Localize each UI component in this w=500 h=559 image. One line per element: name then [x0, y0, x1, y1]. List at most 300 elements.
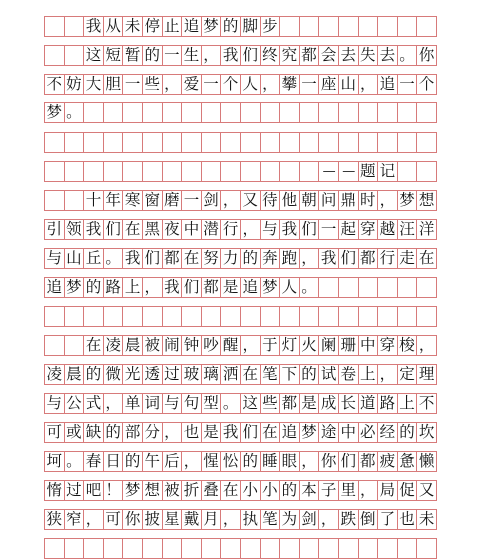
grid-cell: 追	[279, 422, 300, 443]
grid-cell: 这	[83, 45, 104, 66]
grid-cell: 也	[181, 422, 202, 443]
grid-cell	[358, 538, 379, 559]
grid-cell: 我	[318, 248, 339, 269]
grid-cell: 都	[358, 248, 379, 269]
grid-cell	[103, 306, 124, 327]
grid-cell: 道	[358, 393, 379, 414]
grid-cell: 短	[103, 45, 124, 66]
grid-cell	[64, 538, 85, 559]
grid-cell: 们	[103, 219, 124, 240]
grid-cell: 你	[122, 509, 143, 530]
grid-row	[44, 248, 436, 269]
grid-cell: 起	[338, 219, 359, 240]
grid-cell	[220, 538, 241, 559]
grid-cell: 走	[397, 248, 418, 269]
grid-cell: ，	[358, 480, 379, 501]
grid-cell: 型	[201, 393, 222, 414]
grid-cell: 我	[83, 16, 104, 37]
grid-cell: 的	[397, 422, 418, 443]
grid-cell: 丘	[83, 248, 104, 269]
grid-cell	[397, 306, 418, 327]
grid-cell: 的	[240, 451, 261, 472]
grid-cell: 忪	[220, 451, 241, 472]
grid-cell: 眼	[279, 451, 300, 472]
grid-cell: 下	[279, 364, 300, 385]
grid-cell	[416, 161, 437, 182]
grid-cell: 问	[318, 190, 339, 211]
grid-cell: 失	[358, 45, 379, 66]
grid-cell: 追	[181, 16, 202, 37]
grid-cell	[397, 538, 418, 559]
grid-cell: 究	[279, 45, 300, 66]
grid-cell: 潜	[201, 219, 222, 240]
grid-cell	[318, 102, 339, 123]
grid-cell: 一	[201, 74, 222, 95]
grid-cell: 穿	[358, 219, 379, 240]
grid-cell: 不	[416, 393, 437, 414]
grid-cell: 分	[142, 422, 163, 443]
grid-cell: 一	[318, 219, 339, 240]
grid-cell: 上	[122, 277, 143, 298]
grid-row	[44, 102, 436, 123]
grid-cell: 路	[103, 277, 124, 298]
grid-cell: 力	[220, 248, 241, 269]
grid-cell: 折	[181, 480, 202, 501]
grid-cell	[338, 132, 359, 153]
grid-cell: 我	[122, 248, 143, 269]
grid-cell: 们	[240, 45, 261, 66]
grid-cell: 剑	[299, 509, 320, 530]
grid-cell: 磨	[162, 190, 183, 211]
grid-cell	[377, 102, 398, 123]
grid-cell: 些	[260, 393, 281, 414]
grid-cell: 上	[397, 393, 418, 414]
grid-cell: 。	[64, 102, 85, 123]
grid-cell	[44, 132, 65, 153]
grid-cell	[122, 161, 143, 182]
grid-cell	[83, 161, 104, 182]
grid-cell: 我	[83, 219, 104, 240]
grid-cell: 的	[122, 451, 143, 472]
grid-cell	[260, 132, 281, 153]
grid-cell: 坷	[44, 451, 65, 472]
grid-cell	[416, 16, 437, 37]
grid-cell	[122, 538, 143, 559]
grid-cell: 未	[122, 16, 143, 37]
grid-cell: 暂	[122, 45, 143, 66]
grid-cell: 的	[142, 45, 163, 66]
grid-cell: 晨	[122, 335, 143, 356]
grid-cell	[377, 277, 398, 298]
grid-cell: 些	[142, 74, 163, 95]
grid-cell: 奔	[260, 248, 281, 269]
grid-cell	[83, 132, 104, 153]
grid-cell	[377, 306, 398, 327]
grid-cell: 步	[260, 16, 281, 37]
grid-cell	[162, 102, 183, 123]
grid-cell: 与	[260, 219, 281, 240]
grid-cell: 穿	[377, 335, 398, 356]
grid-cell: 黑	[142, 219, 163, 240]
grid-cell: 都	[201, 277, 222, 298]
grid-cell: 。	[220, 393, 241, 414]
grid-cell	[162, 132, 183, 153]
grid-cell	[220, 102, 241, 123]
grid-cell: ，	[142, 277, 163, 298]
grid-cell	[44, 306, 65, 327]
grid-cell	[416, 132, 437, 153]
grid-cell: 他	[279, 190, 300, 211]
grid-cell: 领	[64, 219, 85, 240]
grid-cell	[299, 538, 320, 559]
grid-cell: 春	[83, 451, 104, 472]
grid-cell: 个	[220, 74, 241, 95]
grid-cell: 们	[299, 219, 320, 240]
grid-cell: 。	[299, 277, 320, 298]
grid-cell	[181, 132, 202, 153]
grid-cell	[201, 538, 222, 559]
grid-cell	[122, 132, 143, 153]
grid-cell	[162, 306, 183, 327]
grid-cell	[397, 16, 418, 37]
grid-cell: 寒	[122, 190, 143, 211]
grid-cell	[44, 335, 65, 356]
grid-cell: 这	[240, 393, 261, 414]
grid-cell	[122, 306, 143, 327]
grid-cell: 行	[220, 219, 241, 240]
grid-cell: 去	[377, 45, 398, 66]
grid-cell: 我	[162, 277, 183, 298]
grid-cell: 座	[318, 74, 339, 95]
grid-cell: 小	[240, 480, 261, 501]
grid-cell: 式	[83, 393, 104, 414]
grid-cell: 被	[162, 480, 183, 501]
grid-cell: 夜	[162, 219, 183, 240]
grid-cell	[338, 306, 359, 327]
grid-cell	[397, 132, 418, 153]
grid-row	[44, 190, 436, 211]
grid-cell	[201, 102, 222, 123]
grid-cell: —	[338, 161, 359, 182]
grid-cell: 梦	[201, 16, 222, 37]
grid-cell	[103, 102, 124, 123]
grid-cell: 笔	[260, 364, 281, 385]
grid-cell: 记	[377, 161, 398, 182]
grid-cell: 们	[338, 451, 359, 472]
grid-cell	[260, 102, 281, 123]
grid-cell: 是	[220, 277, 241, 298]
grid-cell: 题	[358, 161, 379, 182]
grid-cell: 缺	[83, 422, 104, 443]
grid-cell	[122, 102, 143, 123]
grid-cell: 都	[299, 45, 320, 66]
grid-cell: 一	[122, 74, 143, 95]
grid-cell: 会	[318, 45, 339, 66]
grid-cell: 吧	[83, 480, 104, 501]
grid-cell: 钟	[181, 335, 202, 356]
grid-cell: 是	[299, 393, 320, 414]
grid-cell: 为	[279, 509, 300, 530]
grid-cell	[64, 132, 85, 153]
grid-cell: 闹	[162, 335, 183, 356]
grid-cell: 途	[318, 422, 339, 443]
grid-cell: 笔	[260, 509, 281, 530]
grid-cell	[416, 538, 437, 559]
grid-cell: 后	[162, 451, 183, 472]
grid-cell	[220, 132, 241, 153]
grid-cell	[377, 16, 398, 37]
grid-cell: 在	[260, 422, 281, 443]
grid-cell: 去	[338, 45, 359, 66]
grid-cell	[318, 538, 339, 559]
grid-cell: 十	[83, 190, 104, 211]
grid-cell: 追	[377, 74, 398, 95]
grid-row	[44, 364, 436, 385]
grid-cell: 惺	[201, 451, 222, 472]
grid-cell	[240, 132, 261, 153]
grid-cell: 子	[318, 480, 339, 501]
grid-cell: 或	[64, 422, 85, 443]
grid-cell: ，	[299, 248, 320, 269]
grid-cell	[358, 102, 379, 123]
grid-cell	[240, 161, 261, 182]
grid-cell	[240, 306, 261, 327]
grid-cell: ，	[162, 422, 183, 443]
grid-cell	[397, 161, 418, 182]
grid-cell	[83, 538, 104, 559]
grid-cell: 洋	[416, 219, 437, 240]
grid-cell	[240, 538, 261, 559]
grid-cell: ，	[240, 219, 261, 240]
grid-cell: 词	[142, 393, 163, 414]
grid-cell	[103, 132, 124, 153]
grid-cell	[279, 538, 300, 559]
grid-cell	[142, 102, 163, 123]
grid-cell: ，	[103, 393, 124, 414]
grid-cell: 经	[377, 422, 398, 443]
grid-cell	[338, 16, 359, 37]
grid-cell: 努	[201, 248, 222, 269]
grid-cell	[358, 277, 379, 298]
grid-cell: 疲	[377, 451, 398, 472]
grid-cell: 倒	[358, 509, 379, 530]
grid-cell	[44, 16, 65, 37]
grid-cell	[142, 132, 163, 153]
grid-cell	[318, 132, 339, 153]
grid-row	[44, 509, 436, 530]
grid-cell: 长	[338, 393, 359, 414]
grid-cell	[142, 538, 163, 559]
grid-cell: 梦	[397, 190, 418, 211]
grid-cell	[142, 306, 163, 327]
grid-cell: ，	[83, 509, 104, 530]
grid-cell: ，	[240, 335, 261, 356]
grid-cell: 小	[260, 480, 281, 501]
grid-cell: 爱	[181, 74, 202, 95]
grid-row	[44, 451, 436, 472]
grid-cell	[377, 132, 398, 153]
grid-cell: 公	[64, 393, 85, 414]
grid-cell: 待	[260, 190, 281, 211]
grid-cell	[83, 102, 104, 123]
grid-cell: 在	[416, 248, 437, 269]
grid-cell: ，	[377, 190, 398, 211]
grid-cell: 也	[397, 509, 418, 530]
grid-cell: 局	[377, 480, 398, 501]
grid-cell	[260, 538, 281, 559]
grid-cell: 月	[201, 509, 222, 530]
grid-cell: 可	[103, 509, 124, 530]
grid-cell	[260, 161, 281, 182]
grid-cell: 洒	[220, 364, 241, 385]
grid-cell: 想	[416, 190, 437, 211]
grid-cell: 醒	[220, 335, 241, 356]
grid-cell: ，	[299, 451, 320, 472]
grid-cell: 大	[83, 74, 104, 95]
grid-cell: 星	[162, 509, 183, 530]
grid-cell: ，	[260, 74, 281, 95]
grid-cell: 梦	[64, 277, 85, 298]
grid-row	[44, 422, 436, 443]
grid-cell: 一	[162, 45, 183, 66]
grid-cell: 惰	[44, 480, 65, 501]
grid-cell: 时	[358, 190, 379, 211]
grid-cell: 们	[240, 422, 261, 443]
grid-cell: 止	[162, 16, 183, 37]
grid-cell: 一	[181, 190, 202, 211]
grid-cell	[416, 102, 437, 123]
grid-cell	[201, 306, 222, 327]
grid-cell: 被	[142, 335, 163, 356]
grid-cell: 们	[142, 248, 163, 269]
grid-cell: 与	[162, 393, 183, 414]
grid-cell: 卷	[338, 364, 359, 385]
grid-cell: 们	[181, 277, 202, 298]
grid-cell: 一	[397, 74, 418, 95]
grid-cell: 中	[358, 335, 379, 356]
grid-cell: 人	[240, 74, 261, 95]
grid-cell: 停	[142, 16, 163, 37]
grid-cell: 促	[397, 480, 418, 501]
grid-cell: 玻	[181, 364, 202, 385]
grid-cell	[44, 161, 65, 182]
grid-cell: 的	[220, 16, 241, 37]
grid-cell: 越	[377, 219, 398, 240]
grid-row	[44, 45, 436, 66]
grid-cell	[64, 190, 85, 211]
grid-cell	[299, 102, 320, 123]
grid-cell	[103, 538, 124, 559]
grid-cell: ！	[103, 480, 124, 501]
grid-cell	[318, 306, 339, 327]
grid-cell: 梦	[44, 102, 65, 123]
grid-row	[44, 277, 436, 298]
grid-cell: 窗	[142, 190, 163, 211]
grid-cell	[64, 161, 85, 182]
grid-cell: 的	[240, 248, 261, 269]
grid-cell	[260, 306, 281, 327]
grid-cell: 你	[318, 451, 339, 472]
grid-cell: ，	[220, 190, 241, 211]
grid-cell: ，	[201, 45, 222, 66]
grid-cell: 剑	[201, 190, 222, 211]
grid-cell: 跑	[279, 248, 300, 269]
grid-cell	[220, 161, 241, 182]
grid-cell	[338, 538, 359, 559]
grid-cell: 里	[338, 480, 359, 501]
grid-cell: 追	[240, 277, 261, 298]
grid-cell: 阑	[318, 335, 339, 356]
grid-cell	[279, 102, 300, 123]
grid-cell	[240, 102, 261, 123]
grid-cell: 梭	[397, 335, 418, 356]
grid-row	[44, 306, 436, 327]
grid-row	[44, 161, 436, 182]
grid-cell	[338, 277, 359, 298]
grid-cell: 朝	[299, 190, 320, 211]
grid-cell: 过	[64, 480, 85, 501]
grid-cell: 叠	[201, 480, 222, 501]
grid-cell: 终	[260, 45, 281, 66]
grid-cell: 坎	[416, 422, 437, 443]
grid-cell: 透	[142, 364, 163, 385]
grid-cell: ，	[162, 74, 183, 95]
grid-cell: 胆	[103, 74, 124, 95]
grid-cell: 与	[44, 393, 65, 414]
grid-cell	[162, 538, 183, 559]
grid-cell	[397, 277, 418, 298]
grid-cell: 必	[358, 422, 379, 443]
grid-cell: 部	[122, 422, 143, 443]
grid-cell: 路	[377, 393, 398, 414]
grid-cell: ，	[377, 364, 398, 385]
grid-cell: 上	[358, 364, 379, 385]
grid-cell: 在	[181, 248, 202, 269]
grid-cell: 脚	[240, 16, 261, 37]
grid-cell: 都	[358, 451, 379, 472]
grid-cell: 了	[377, 509, 398, 530]
grid-row	[44, 132, 436, 153]
grid-cell: 人	[279, 277, 300, 298]
grid-cell: 在	[83, 335, 104, 356]
grid-cell	[64, 335, 85, 356]
grid-cell: 梦	[260, 277, 281, 298]
grid-cell	[279, 132, 300, 153]
grid-cell: ，	[220, 509, 241, 530]
grid-cell: 我	[220, 45, 241, 66]
grid-cell: 日	[103, 451, 124, 472]
grid-cell: 晨	[64, 364, 85, 385]
grid-cell	[279, 161, 300, 182]
grid-cell	[142, 161, 163, 182]
grid-cell: 吵	[201, 335, 222, 356]
grid-cell: 想	[142, 480, 163, 501]
grid-cell	[397, 102, 418, 123]
grid-cell: 我	[220, 422, 241, 443]
grid-cell	[44, 45, 65, 66]
grid-cell: 你	[416, 45, 437, 66]
grid-cell: 从	[103, 16, 124, 37]
grid-cell: 未	[416, 509, 437, 530]
grid-cell: 的	[103, 422, 124, 443]
grid-cell	[299, 306, 320, 327]
grid-cell: 的	[299, 364, 320, 385]
grid-cell: 披	[142, 509, 163, 530]
grid-cell	[279, 306, 300, 327]
grid-cell: 在	[122, 219, 143, 240]
grid-row	[44, 335, 436, 356]
grid-cell: 窄	[64, 509, 85, 530]
